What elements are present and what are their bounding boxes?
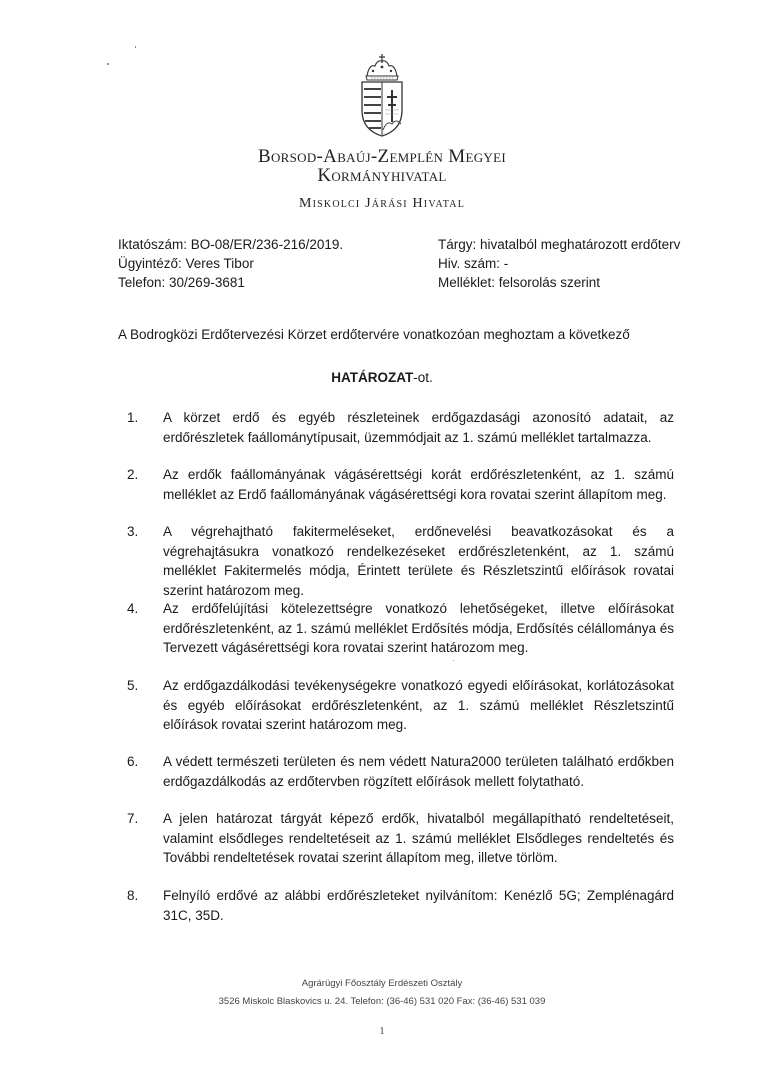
scan-speck (135, 46, 136, 48)
decision-heading (0, 370, 764, 385)
page-number: 1 (379, 1026, 385, 1037)
item-number: 3. (127, 524, 139, 539)
item-text: A jelen határozat tárgyát képező erdők, hivatalból megállapítható rendeltetéseit, valamint elsődleges rendeltetéseit az 1. számú melléklet Elsődleges rendeltetés és További rendeltetések rovatai szerint állapítom meg, illetve törlöm. (163, 811, 674, 865)
organization-name-line2: Kormányhivatal (317, 165, 447, 186)
reference-block (118, 235, 343, 292)
intro-sentence: A Bodrogközi Erdőtervezési Körzet erdőtervére vonatkozóan meghoztam a következő (118, 327, 630, 342)
item-text: A körzet erdő és egyéb részleteinek erdőgazdasági azonosító adatait, az erdőrészletek faállománytípusait, üzemmódjait az 1. számú melléklet tartalmazza. (163, 410, 674, 445)
item-text: Az erdőgazdálkodási tevékenységekre vonatkozó egyedi előírásokat, korlátozásokat és egyéb előírásokat erdőrészletenként, az 1. számú melléklet Részletszintű előírások rovatai szerint határozom meg. (163, 678, 674, 732)
decision-item (118, 809, 674, 868)
scan-speck (453, 660, 454, 661)
attachment: Melléklet: felsorolás szerint (438, 275, 601, 290)
item-number: 8. (127, 888, 139, 903)
subject-block (438, 235, 680, 292)
footer-address: 3526 Miskolc Blaskovics u. 24. Telefon: (36-46) 531 020 Fax: (36-46) 531 039 (218, 996, 546, 1007)
decision-item (118, 676, 674, 735)
reference-number: Iktatószám: BO-08/ER/236-216/2019. (118, 237, 344, 252)
hungarian-coat-of-arms (355, 52, 409, 138)
decision-item (118, 408, 674, 447)
scan-speck (107, 63, 109, 65)
organization-name-line1: Borsod-Abaúj-Zemplén Megyei (258, 146, 506, 167)
case-officer: Ügyintéző: Veres Tibor (118, 256, 254, 271)
decision-item (118, 752, 674, 791)
item-number: 4. (127, 601, 139, 616)
item-text: A végrehajtható fakitermeléseket, erdőnevelési beavatkozásokat és a végrehajtásukra vonatkozó rendelkezéseket erdőrészletenként, az 1. számú melléklet Fakitermelés módja, Érintett területe és Részletszintű előírások rovatai szerint határozom meg. (163, 524, 674, 598)
item-number: 5. (127, 678, 139, 693)
decision-item (118, 599, 674, 658)
item-text: Az erdők faállományának vágásérettségi korát erdőrészletenként, az 1. számú melléklet az Erdő faállományának vágásérettségi kora rovatai szerint állapítom meg. (163, 467, 674, 502)
decision-item (118, 886, 674, 925)
item-text: Az erdőfelújítási kötelezettségre vonatkozó lehetőségeket, illetve előírásokat erdőrészletenként, az 1. számú melléklet Erdősítés módja, Erdősítés célállománya és Tervezett vágásérettségi kora rovatai szerint határozom meg. (163, 601, 674, 655)
item-text: A védett természeti területen és nem védett Natura2000 területen található erdőkben erdőgazdálkodás az erdőtervben rögzített előírások mellett folytatható. (163, 754, 674, 789)
item-number: 7. (127, 811, 139, 826)
phone-number: Telefon: 30/269-3681 (118, 275, 245, 290)
decision-title: HATÁROZAT (331, 370, 414, 385)
item-number: 1. (127, 410, 139, 425)
item-number: 6. (127, 754, 139, 769)
item-number: 2. (127, 467, 139, 482)
department-name: Miskolci Járási Hivatal (298, 196, 466, 211)
decision-suffix: -ot. (413, 370, 433, 385)
decision-item (118, 522, 674, 600)
decision-item (118, 465, 674, 504)
footer-department: Agrárügyi Főosztály Erdészeti Osztály (301, 978, 463, 989)
official-number: Hiv. szám: - (438, 256, 509, 271)
subject: Tárgy: hivatalból meghatározott erdőterv (438, 237, 681, 252)
item-text: Felnyíló erdővé az alábbi erdőrészleteket nyilvánítom: Kenézlő 5G; Zemplénagárd 31C, 35D. (163, 888, 674, 923)
